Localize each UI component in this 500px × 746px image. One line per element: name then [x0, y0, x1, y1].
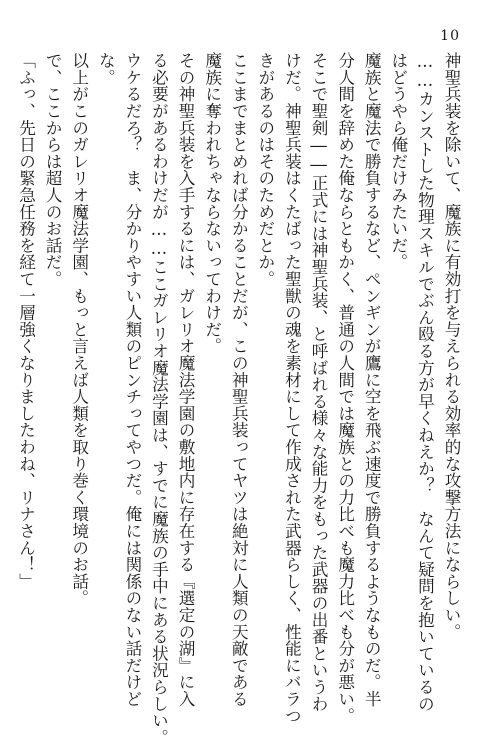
text-line: その神聖兵装を入手するには、ガレリオ魔法学園の敷地内に存在する『選定の湖』に入 [176, 52, 196, 708]
text-line: る必要があるわけだが……ここガレリオ魔法学園は、すでに魔族の手中にある状況らしい。 [149, 52, 169, 746]
text-line: 魔族に奪われちゃならないってわけだ。 [202, 52, 222, 355]
text-line: はどうやら俺だけみたいだ。 [388, 52, 408, 271]
text-line: 魔族と魔法で勝負するなど、ペンギンが鷹に空を飛ぶ速度で勝負するようなものだ。半 [362, 52, 382, 708]
page-number: 10 [440, 28, 460, 44]
text-line: な。 [96, 52, 116, 86]
body-text [16, 52, 464, 746]
text-line: ……カンストした物理スキルでぶん殴る方が早くねえか？ なんて疑問を抱いているの [415, 52, 435, 712]
text-line: ウケるだろ？ ま、分かりやすい人類のピンチってやつだ。俺には関係のない話だけど [122, 52, 142, 708]
text-line: で、ここからは超人のお話だ。 [43, 52, 63, 288]
text-line: きがあるのはそのためだとか。 [255, 52, 275, 288]
text-line: 分人間を辞めた俺ならともかく、普通の人間では魔族との力比べも魔力比べも分が悪い。 [335, 52, 355, 724]
text-line: 神聖兵装を除いて、魔族に有効打を与えられる効率的な攻撃方法にならしい。 [442, 52, 461, 640]
text-line: けだ。神聖兵装はくたばった聖獣の魂を素材にして作成された武器らしく、性能にバラつ [282, 52, 302, 724]
text-line: ここまでまとめれば分かることだが、この神聖兵装ってヤツは絶対に人類の天敵である [229, 52, 249, 708]
text-line: そこで聖剣――正式には神聖兵装、と呼ばれる様々な能力をもった武器の出番というわ [309, 52, 329, 712]
text-line: 以上がこのガレリオ魔法学園、もっと言えば人類を取り巻く環境のお話。 [69, 52, 89, 607]
text-line: 「ふっ、先日の緊急任務を経て一層強くなりましたわね、リナさん！」 [16, 52, 36, 590]
